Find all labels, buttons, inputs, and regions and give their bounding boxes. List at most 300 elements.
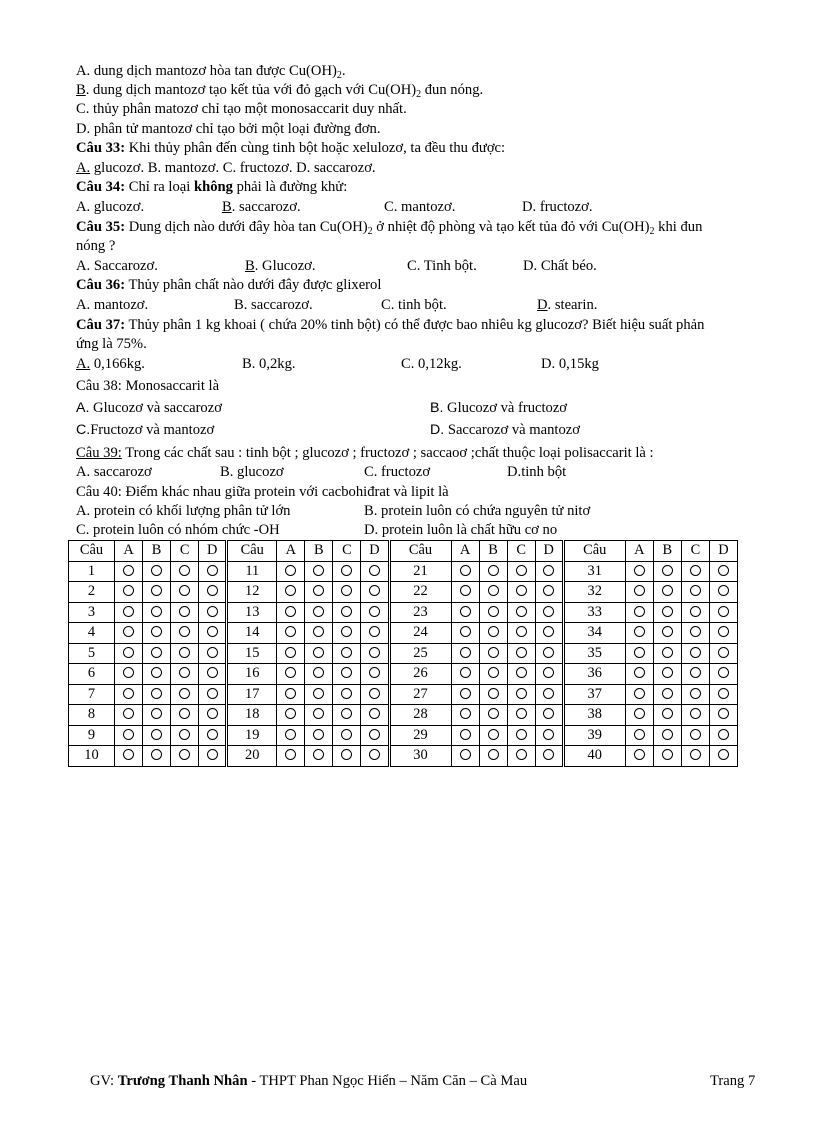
bubble-circle-icon[interactable] — [285, 606, 296, 617]
answer-bubble-cell[interactable] — [535, 725, 563, 746]
bubble-circle-icon[interactable] — [151, 585, 162, 596]
bubble-circle-icon[interactable] — [543, 585, 554, 596]
answer-bubble-cell[interactable] — [305, 725, 333, 746]
bubble-circle-icon[interactable] — [488, 729, 499, 740]
bubble-circle-icon[interactable] — [179, 688, 190, 699]
answer-bubble-cell[interactable] — [653, 725, 681, 746]
answer-bubble-cell[interactable] — [143, 643, 171, 664]
answer-bubble-cell[interactable] — [171, 602, 199, 623]
answer-bubble-cell[interactable] — [479, 643, 507, 664]
answer-bubble-cell[interactable] — [709, 602, 737, 623]
bubble-circle-icon[interactable] — [488, 688, 499, 699]
answer-bubble-cell[interactable] — [479, 684, 507, 705]
answer-bubble-cell[interactable] — [199, 643, 227, 664]
answer-bubble-cell[interactable] — [681, 582, 709, 603]
bubble-circle-icon[interactable] — [488, 585, 499, 596]
answer-bubble-cell[interactable] — [171, 623, 199, 644]
answer-bubble-cell[interactable] — [143, 602, 171, 623]
answer-bubble-cell[interactable] — [507, 623, 535, 644]
bubble-circle-icon[interactable] — [123, 749, 134, 760]
answer-bubble-cell[interactable] — [361, 582, 389, 603]
bubble-circle-icon[interactable] — [516, 626, 527, 637]
answer-bubble-cell[interactable] — [625, 602, 653, 623]
answer-bubble-cell[interactable] — [115, 684, 143, 705]
bubble-circle-icon[interactable] — [151, 565, 162, 576]
bubble-circle-icon[interactable] — [460, 626, 471, 637]
bubble-circle-icon[interactable] — [285, 585, 296, 596]
bubble-circle-icon[interactable] — [341, 585, 352, 596]
bubble-circle-icon[interactable] — [662, 606, 673, 617]
bubble-circle-icon[interactable] — [341, 688, 352, 699]
bubble-circle-icon[interactable] — [207, 708, 218, 719]
answer-bubble-cell[interactable] — [507, 705, 535, 726]
answer-bubble-cell[interactable] — [171, 746, 199, 767]
answer-bubble-cell[interactable] — [535, 561, 563, 582]
bubble-circle-icon[interactable] — [313, 647, 324, 658]
answer-bubble-cell[interactable] — [625, 623, 653, 644]
bubble-circle-icon[interactable] — [690, 729, 701, 740]
answer-bubble-cell[interactable] — [653, 602, 681, 623]
bubble-circle-icon[interactable] — [151, 708, 162, 719]
answer-bubble-cell[interactable] — [507, 664, 535, 685]
answer-bubble-cell[interactable] — [305, 643, 333, 664]
bubble-circle-icon[interactable] — [516, 688, 527, 699]
bubble-circle-icon[interactable] — [690, 688, 701, 699]
answer-bubble-cell[interactable] — [143, 561, 171, 582]
answer-bubble-cell[interactable] — [199, 623, 227, 644]
bubble-circle-icon[interactable] — [488, 606, 499, 617]
answer-bubble-cell[interactable] — [199, 582, 227, 603]
answer-bubble-cell[interactable] — [199, 664, 227, 685]
answer-bubble-cell[interactable] — [115, 746, 143, 767]
answer-bubble-cell[interactable] — [507, 746, 535, 767]
answer-bubble-cell[interactable] — [171, 561, 199, 582]
answer-bubble-cell[interactable] — [709, 623, 737, 644]
answer-bubble-cell[interactable] — [681, 623, 709, 644]
bubble-circle-icon[interactable] — [369, 729, 380, 740]
bubble-circle-icon[interactable] — [543, 606, 554, 617]
bubble-circle-icon[interactable] — [313, 688, 324, 699]
bubble-circle-icon[interactable] — [543, 667, 554, 678]
bubble-circle-icon[interactable] — [634, 585, 645, 596]
answer-bubble-cell[interactable] — [507, 561, 535, 582]
bubble-circle-icon[interactable] — [369, 606, 380, 617]
answer-bubble-cell[interactable] — [361, 643, 389, 664]
answer-bubble-cell[interactable] — [277, 643, 305, 664]
bubble-circle-icon[interactable] — [662, 667, 673, 678]
answer-bubble-cell[interactable] — [625, 664, 653, 685]
bubble-circle-icon[interactable] — [718, 749, 729, 760]
bubble-circle-icon[interactable] — [488, 667, 499, 678]
bubble-circle-icon[interactable] — [516, 729, 527, 740]
bubble-circle-icon[interactable] — [285, 647, 296, 658]
bubble-circle-icon[interactable] — [369, 667, 380, 678]
bubble-circle-icon[interactable] — [516, 749, 527, 760]
answer-bubble-cell[interactable] — [709, 582, 737, 603]
answer-bubble-cell[interactable] — [653, 664, 681, 685]
bubble-circle-icon[interactable] — [151, 667, 162, 678]
bubble-circle-icon[interactable] — [662, 626, 673, 637]
answer-bubble-cell[interactable] — [361, 684, 389, 705]
bubble-circle-icon[interactable] — [718, 667, 729, 678]
answer-bubble-cell[interactable] — [709, 561, 737, 582]
bubble-circle-icon[interactable] — [718, 585, 729, 596]
answer-bubble-cell[interactable] — [681, 684, 709, 705]
answer-bubble-cell[interactable] — [625, 561, 653, 582]
answer-bubble-cell[interactable] — [277, 746, 305, 767]
bubble-circle-icon[interactable] — [151, 749, 162, 760]
answer-bubble-cell[interactable] — [199, 602, 227, 623]
bubble-circle-icon[interactable] — [634, 647, 645, 658]
answer-bubble-cell[interactable] — [305, 746, 333, 767]
answer-bubble-cell[interactable] — [451, 602, 479, 623]
answer-bubble-cell[interactable] — [143, 623, 171, 644]
answer-bubble-cell[interactable] — [625, 725, 653, 746]
answer-bubble-cell[interactable] — [171, 684, 199, 705]
answer-bubble-cell[interactable] — [625, 746, 653, 767]
bubble-circle-icon[interactable] — [488, 626, 499, 637]
bubble-circle-icon[interactable] — [179, 626, 190, 637]
bubble-circle-icon[interactable] — [634, 606, 645, 617]
bubble-circle-icon[interactable] — [634, 708, 645, 719]
bubble-circle-icon[interactable] — [285, 708, 296, 719]
bubble-circle-icon[interactable] — [516, 606, 527, 617]
answer-bubble-cell[interactable] — [451, 664, 479, 685]
answer-bubble-cell[interactable] — [653, 746, 681, 767]
bubble-circle-icon[interactable] — [179, 585, 190, 596]
answer-bubble-cell[interactable] — [171, 582, 199, 603]
bubble-circle-icon[interactable] — [460, 708, 471, 719]
answer-bubble-cell[interactable] — [171, 643, 199, 664]
answer-bubble-cell[interactable] — [479, 746, 507, 767]
bubble-circle-icon[interactable] — [285, 729, 296, 740]
answer-bubble-cell[interactable] — [333, 725, 361, 746]
bubble-circle-icon[interactable] — [123, 647, 134, 658]
answer-bubble-cell[interactable] — [143, 684, 171, 705]
answer-bubble-cell[interactable] — [305, 623, 333, 644]
answer-bubble-cell[interactable] — [143, 746, 171, 767]
bubble-circle-icon[interactable] — [718, 565, 729, 576]
bubble-circle-icon[interactable] — [151, 626, 162, 637]
bubble-circle-icon[interactable] — [151, 688, 162, 699]
bubble-circle-icon[interactable] — [460, 585, 471, 596]
answer-bubble-cell[interactable] — [535, 602, 563, 623]
answer-bubble-cell[interactable] — [305, 561, 333, 582]
answer-bubble-cell[interactable] — [479, 664, 507, 685]
answer-bubble-cell[interactable] — [361, 705, 389, 726]
bubble-circle-icon[interactable] — [313, 667, 324, 678]
bubble-circle-icon[interactable] — [634, 688, 645, 699]
bubble-circle-icon[interactable] — [718, 626, 729, 637]
answer-bubble-cell[interactable] — [305, 602, 333, 623]
answer-bubble-cell[interactable] — [507, 602, 535, 623]
answer-bubble-cell[interactable] — [451, 582, 479, 603]
answer-bubble-cell[interactable] — [709, 705, 737, 726]
answer-bubble-cell[interactable] — [535, 643, 563, 664]
answer-bubble-cell[interactable] — [681, 705, 709, 726]
bubble-circle-icon[interactable] — [543, 729, 554, 740]
answer-bubble-cell[interactable] — [709, 684, 737, 705]
answer-bubble-cell[interactable] — [361, 725, 389, 746]
answer-bubble-cell[interactable] — [143, 664, 171, 685]
bubble-circle-icon[interactable] — [123, 708, 134, 719]
answer-bubble-cell[interactable] — [653, 643, 681, 664]
answer-bubble-cell[interactable] — [681, 746, 709, 767]
answer-bubble-cell[interactable] — [115, 561, 143, 582]
bubble-circle-icon[interactable] — [285, 565, 296, 576]
answer-bubble-cell[interactable] — [479, 623, 507, 644]
answer-bubble-cell[interactable] — [451, 705, 479, 726]
answer-bubble-cell[interactable] — [333, 643, 361, 664]
answer-bubble-cell[interactable] — [709, 746, 737, 767]
bubble-circle-icon[interactable] — [341, 749, 352, 760]
bubble-circle-icon[interactable] — [341, 729, 352, 740]
bubble-circle-icon[interactable] — [488, 749, 499, 760]
bubble-circle-icon[interactable] — [179, 729, 190, 740]
answer-bubble-cell[interactable] — [277, 684, 305, 705]
bubble-circle-icon[interactable] — [543, 688, 554, 699]
answer-bubble-cell[interactable] — [333, 582, 361, 603]
bubble-circle-icon[interactable] — [123, 626, 134, 637]
answer-bubble-cell[interactable] — [361, 664, 389, 685]
bubble-circle-icon[interactable] — [516, 565, 527, 576]
answer-bubble-cell[interactable] — [115, 664, 143, 685]
bubble-circle-icon[interactable] — [341, 565, 352, 576]
bubble-circle-icon[interactable] — [179, 606, 190, 617]
answer-bubble-cell[interactable] — [625, 705, 653, 726]
answer-bubble-cell[interactable] — [535, 664, 563, 685]
answer-bubble-cell[interactable] — [333, 602, 361, 623]
answer-bubble-cell[interactable] — [681, 643, 709, 664]
bubble-circle-icon[interactable] — [207, 749, 218, 760]
bubble-circle-icon[interactable] — [662, 585, 673, 596]
bubble-circle-icon[interactable] — [207, 667, 218, 678]
bubble-circle-icon[interactable] — [543, 647, 554, 658]
bubble-circle-icon[interactable] — [460, 606, 471, 617]
answer-bubble-cell[interactable] — [507, 643, 535, 664]
answer-bubble-cell[interactable] — [171, 725, 199, 746]
bubble-circle-icon[interactable] — [285, 626, 296, 637]
bubble-circle-icon[interactable] — [341, 708, 352, 719]
answer-bubble-cell[interactable] — [305, 705, 333, 726]
bubble-circle-icon[interactable] — [369, 585, 380, 596]
bubble-circle-icon[interactable] — [662, 729, 673, 740]
bubble-circle-icon[interactable] — [151, 647, 162, 658]
answer-bubble-cell[interactable] — [333, 664, 361, 685]
bubble-circle-icon[interactable] — [662, 565, 673, 576]
answer-bubble-cell[interactable] — [361, 602, 389, 623]
bubble-circle-icon[interactable] — [718, 729, 729, 740]
answer-bubble-cell[interactable] — [277, 664, 305, 685]
answer-bubble-cell[interactable] — [277, 561, 305, 582]
bubble-circle-icon[interactable] — [285, 667, 296, 678]
bubble-circle-icon[interactable] — [543, 565, 554, 576]
bubble-circle-icon[interactable] — [123, 688, 134, 699]
answer-bubble-cell[interactable] — [451, 746, 479, 767]
answer-bubble-cell[interactable] — [199, 746, 227, 767]
answer-bubble-cell[interactable] — [681, 561, 709, 582]
answer-bubble-cell[interactable] — [333, 684, 361, 705]
bubble-circle-icon[interactable] — [313, 565, 324, 576]
answer-bubble-cell[interactable] — [479, 705, 507, 726]
bubble-circle-icon[interactable] — [179, 667, 190, 678]
bubble-circle-icon[interactable] — [690, 606, 701, 617]
bubble-circle-icon[interactable] — [460, 667, 471, 678]
bubble-circle-icon[interactable] — [460, 729, 471, 740]
answer-bubble-cell[interactable] — [507, 684, 535, 705]
bubble-circle-icon[interactable] — [718, 708, 729, 719]
answer-bubble-cell[interactable] — [115, 582, 143, 603]
answer-bubble-cell[interactable] — [277, 725, 305, 746]
bubble-circle-icon[interactable] — [123, 585, 134, 596]
answer-bubble-cell[interactable] — [199, 705, 227, 726]
answer-bubble-cell[interactable] — [171, 664, 199, 685]
answer-bubble-cell[interactable] — [681, 602, 709, 623]
bubble-circle-icon[interactable] — [179, 749, 190, 760]
bubble-circle-icon[interactable] — [179, 565, 190, 576]
bubble-circle-icon[interactable] — [313, 626, 324, 637]
answer-bubble-cell[interactable] — [277, 582, 305, 603]
bubble-circle-icon[interactable] — [634, 749, 645, 760]
bubble-circle-icon[interactable] — [123, 565, 134, 576]
bubble-circle-icon[interactable] — [690, 585, 701, 596]
bubble-circle-icon[interactable] — [516, 647, 527, 658]
bubble-circle-icon[interactable] — [543, 749, 554, 760]
answer-bubble-cell[interactable] — [479, 582, 507, 603]
answer-bubble-cell[interactable] — [277, 602, 305, 623]
answer-bubble-cell[interactable] — [479, 602, 507, 623]
answer-bubble-cell[interactable] — [333, 705, 361, 726]
bubble-circle-icon[interactable] — [634, 667, 645, 678]
answer-bubble-cell[interactable] — [305, 684, 333, 705]
bubble-circle-icon[interactable] — [516, 585, 527, 596]
bubble-circle-icon[interactable] — [285, 749, 296, 760]
answer-bubble-cell[interactable] — [507, 582, 535, 603]
bubble-circle-icon[interactable] — [634, 626, 645, 637]
bubble-circle-icon[interactable] — [207, 626, 218, 637]
bubble-circle-icon[interactable] — [313, 729, 324, 740]
bubble-circle-icon[interactable] — [634, 729, 645, 740]
answer-bubble-cell[interactable] — [305, 664, 333, 685]
bubble-circle-icon[interactable] — [285, 688, 296, 699]
bubble-circle-icon[interactable] — [313, 749, 324, 760]
answer-bubble-cell[interactable] — [333, 746, 361, 767]
bubble-circle-icon[interactable] — [207, 729, 218, 740]
answer-bubble-cell[interactable] — [305, 582, 333, 603]
bubble-circle-icon[interactable] — [488, 647, 499, 658]
bubble-circle-icon[interactable] — [460, 565, 471, 576]
answer-bubble-cell[interactable] — [361, 623, 389, 644]
answer-bubble-cell[interactable] — [681, 725, 709, 746]
bubble-circle-icon[interactable] — [369, 749, 380, 760]
answer-bubble-cell[interactable] — [507, 725, 535, 746]
answer-bubble-cell[interactable] — [333, 561, 361, 582]
answer-bubble-cell[interactable] — [143, 725, 171, 746]
answer-bubble-cell[interactable] — [115, 725, 143, 746]
answer-bubble-cell[interactable] — [115, 602, 143, 623]
bubble-circle-icon[interactable] — [516, 708, 527, 719]
answer-bubble-cell[interactable] — [709, 725, 737, 746]
bubble-circle-icon[interactable] — [369, 647, 380, 658]
bubble-circle-icon[interactable] — [123, 606, 134, 617]
answer-bubble-cell[interactable] — [143, 582, 171, 603]
bubble-circle-icon[interactable] — [690, 647, 701, 658]
bubble-circle-icon[interactable] — [690, 565, 701, 576]
bubble-circle-icon[interactable] — [151, 606, 162, 617]
answer-bubble-cell[interactable] — [199, 725, 227, 746]
answer-bubble-cell[interactable] — [709, 643, 737, 664]
bubble-circle-icon[interactable] — [179, 647, 190, 658]
answer-bubble-cell[interactable] — [479, 561, 507, 582]
answer-bubble-cell[interactable] — [653, 582, 681, 603]
bubble-circle-icon[interactable] — [662, 647, 673, 658]
bubble-circle-icon[interactable] — [207, 565, 218, 576]
bubble-circle-icon[interactable] — [488, 565, 499, 576]
answer-bubble-cell[interactable] — [277, 705, 305, 726]
answer-bubble-cell[interactable] — [625, 582, 653, 603]
answer-bubble-cell[interactable] — [199, 684, 227, 705]
bubble-circle-icon[interactable] — [488, 708, 499, 719]
bubble-circle-icon[interactable] — [662, 708, 673, 719]
bubble-circle-icon[interactable] — [207, 647, 218, 658]
answer-bubble-cell[interactable] — [361, 746, 389, 767]
bubble-circle-icon[interactable] — [369, 708, 380, 719]
answer-bubble-cell[interactable] — [451, 623, 479, 644]
answer-bubble-cell[interactable] — [115, 643, 143, 664]
answer-bubble-cell[interactable] — [115, 623, 143, 644]
bubble-circle-icon[interactable] — [634, 565, 645, 576]
bubble-circle-icon[interactable] — [369, 688, 380, 699]
bubble-circle-icon[interactable] — [516, 667, 527, 678]
answer-bubble-cell[interactable] — [451, 561, 479, 582]
bubble-circle-icon[interactable] — [341, 606, 352, 617]
answer-bubble-cell[interactable] — [451, 725, 479, 746]
bubble-circle-icon[interactable] — [690, 749, 701, 760]
answer-bubble-cell[interactable] — [653, 623, 681, 644]
answer-bubble-cell[interactable] — [535, 684, 563, 705]
answer-bubble-cell[interactable] — [115, 705, 143, 726]
answer-bubble-cell[interactable] — [535, 705, 563, 726]
bubble-circle-icon[interactable] — [313, 606, 324, 617]
bubble-circle-icon[interactable] — [207, 606, 218, 617]
answer-bubble-cell[interactable] — [535, 582, 563, 603]
answer-bubble-cell[interactable] — [653, 561, 681, 582]
bubble-circle-icon[interactable] — [369, 626, 380, 637]
answer-bubble-cell[interactable] — [199, 561, 227, 582]
answer-bubble-cell[interactable] — [451, 684, 479, 705]
bubble-circle-icon[interactable] — [662, 688, 673, 699]
answer-bubble-cell[interactable] — [451, 643, 479, 664]
bubble-circle-icon[interactable] — [543, 708, 554, 719]
bubble-circle-icon[interactable] — [460, 688, 471, 699]
answer-bubble-cell[interactable] — [709, 664, 737, 685]
bubble-circle-icon[interactable] — [341, 626, 352, 637]
bubble-circle-icon[interactable] — [313, 585, 324, 596]
bubble-circle-icon[interactable] — [460, 749, 471, 760]
answer-bubble-cell[interactable] — [333, 623, 361, 644]
answer-bubble-cell[interactable] — [535, 746, 563, 767]
bubble-circle-icon[interactable] — [460, 647, 471, 658]
bubble-circle-icon[interactable] — [718, 606, 729, 617]
answer-bubble-cell[interactable] — [479, 725, 507, 746]
bubble-circle-icon[interactable] — [341, 667, 352, 678]
bubble-circle-icon[interactable] — [543, 626, 554, 637]
bubble-circle-icon[interactable] — [369, 565, 380, 576]
answer-bubble-cell[interactable] — [171, 705, 199, 726]
bubble-circle-icon[interactable] — [207, 585, 218, 596]
bubble-circle-icon[interactable] — [123, 729, 134, 740]
bubble-circle-icon[interactable] — [313, 708, 324, 719]
